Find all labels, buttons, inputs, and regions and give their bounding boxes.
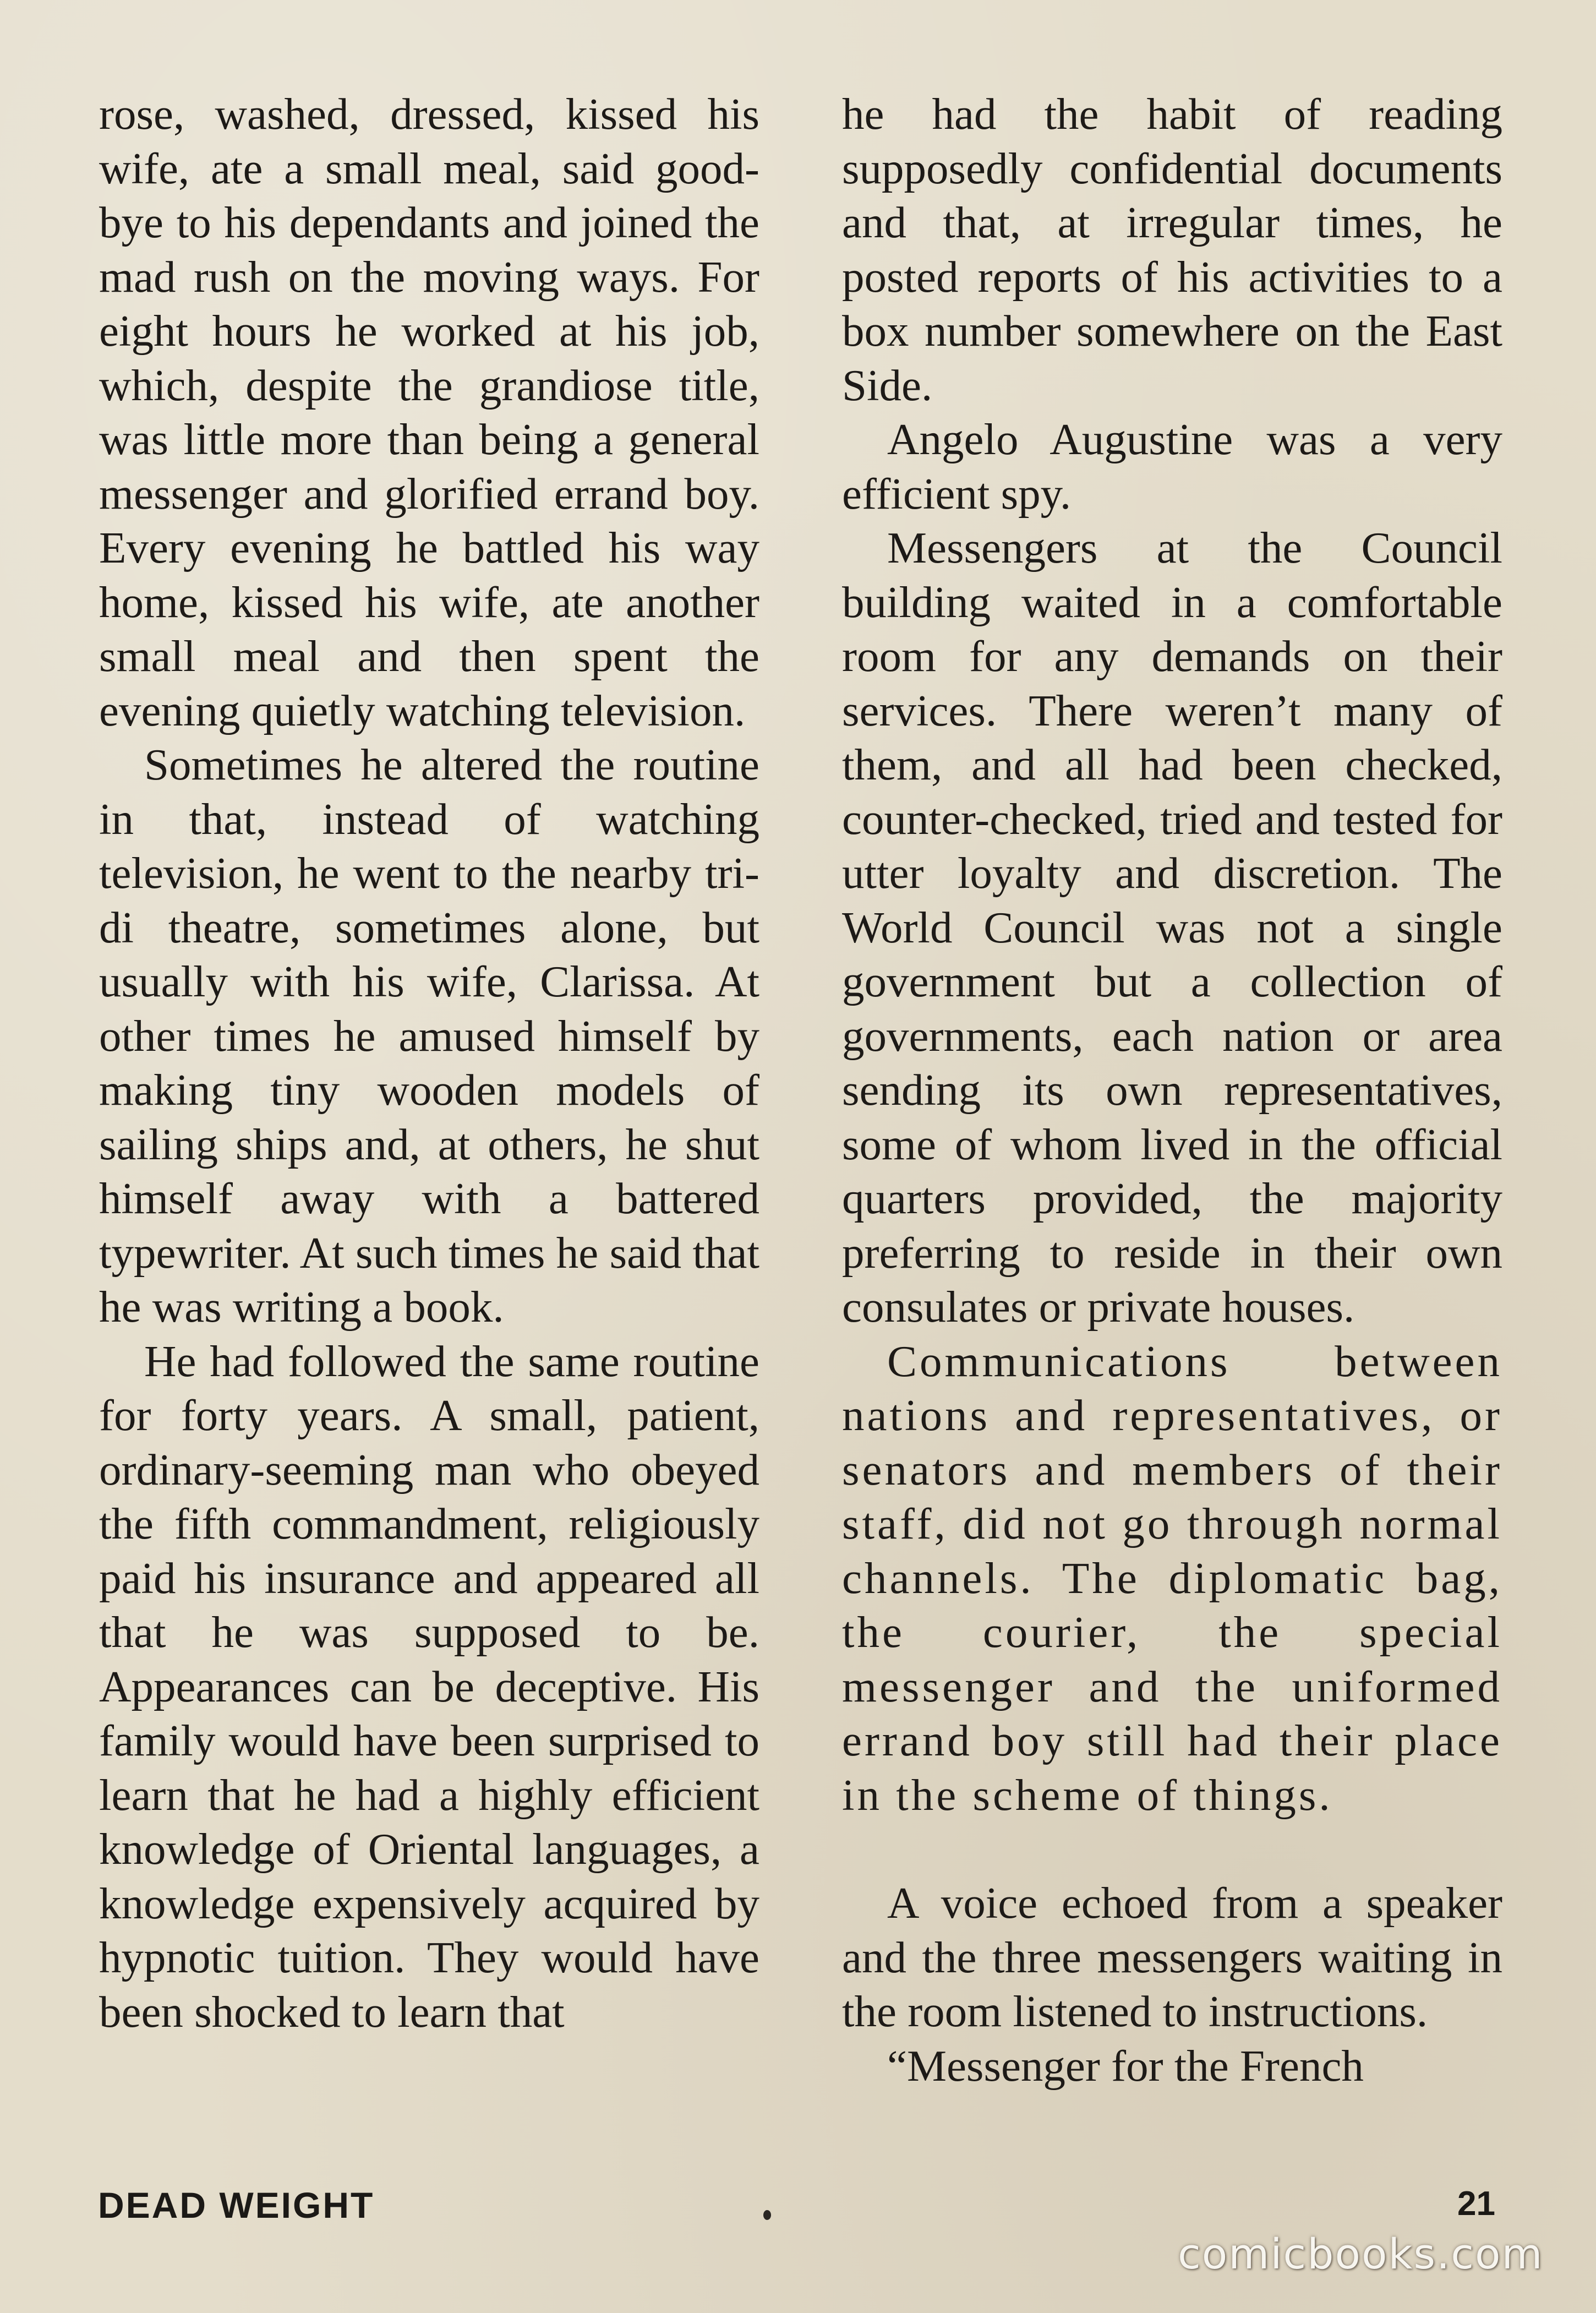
site-watermark: comicbooks.com — [1178, 2229, 1544, 2278]
paragraph-forty-years: He had followed the same routine for forty years. A small, patient, ordinary-seeming man who obeyed the fifth commandment, religiously paid his insurance and appeared all that he was supposed to be. Appearances can be deceptive. His family would have been surprised to learn that he had a highly efficient knowledge of Oriental languages, a knowledge expensively acquired by hypnotic tuition. They would have been shocked to learn that — [99, 1336, 759, 2037]
paragraph-continued-from-previous-page: rose, washed, dressed, kissed his wife, ate a small meal, said good-bye to his dependants and joined the mad rush on the moving ways. For eight hours he worked at his job, which, despite the grandiose title, was little more than being a general messenger and glorified errand boy. Every evening he battled his way home, kissed his wife, ate another small meal and then spent the evening quietly watching television. — [99, 89, 759, 735]
page-number: 21 — [1457, 2185, 1495, 2223]
paragraph-efficient-spy: Angelo Augustine was a very efficient spy. — [842, 414, 1502, 519]
paragraph-voice-echoed: A voice echoed from a speaker and the three messengers waiting in the room listened to instructions. — [842, 1878, 1502, 2036]
left-text-column — [99, 87, 759, 2039]
running-title: DEAD WEIGHT — [98, 2185, 375, 2225]
right-text-column — [842, 87, 1502, 2093]
paragraph-council-messengers: Messengers at the Council building waited in a comfortable room for any demands on their services. There weren’t many of them, and all had been checked, counter-checked, tried and tested for utter loyalty and discretion. The World Council was not a single government but a collection of governments, each nation or area sending its own representatives, some of whom lived in the official quarters provided, the majority preferring to reside in their own consulates or private houses. — [842, 523, 1502, 1332]
paragraph-routine-alterations: Sometimes he altered the routine in that, instead of watching television, he went to the nearby tri-di theatre, sometimes alone, but usually with his wife, Clarissa. At other times he amused himself by making tiny wooden models of sailing ships and, at others, he shut himself away with a battered typewriter. At such times he said that he was writing a book. — [99, 740, 759, 1332]
paragraph-reading-documents: he had the habit of reading supposedly confidential documents and that, at irregular times, he posted reports of his activities to a box number somewhere on the East Side. — [842, 89, 1502, 410]
center-dot-ornament — [763, 2210, 771, 2220]
paragraph-communications: Communications between nations and representatives, or senators and members of their staff, did not go through normal channels. The diplomatic bag, the courier, the special messenger and the uniformed errand boy still had their place in the scheme of things. — [842, 1336, 1502, 1820]
paragraph-messenger-for-french: “Messenger for the French — [887, 2041, 1364, 2091]
